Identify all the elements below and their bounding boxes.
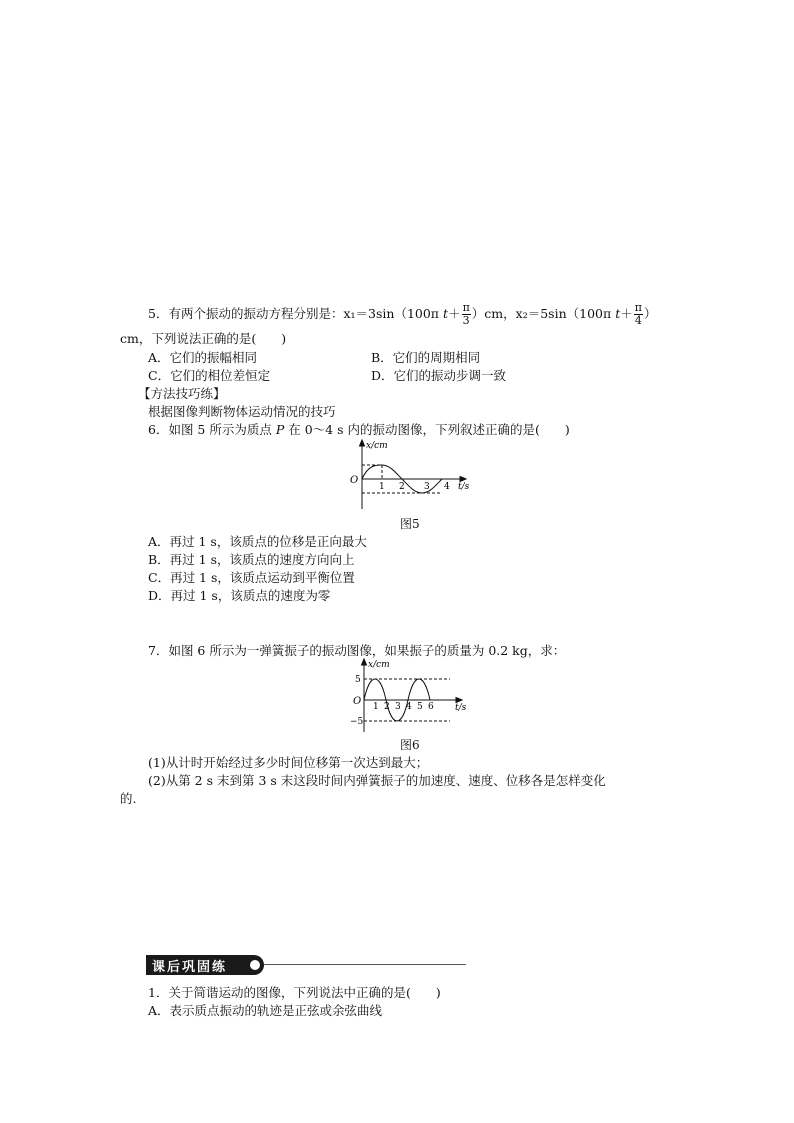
q5-option-b: B．它们的周期相同 [371, 350, 481, 365]
q7-sub2-cont: 的. [120, 791, 137, 806]
q7-tick-2: 2 [384, 702, 390, 712]
q7-tick-4: 4 [406, 702, 412, 712]
q6-option-b: B．再过 1 s，该质点的速度方向向上 [148, 552, 355, 567]
q5-x1-equation: x₁＝3sin（100π [343, 306, 440, 321]
q7-tick-6: 6 [428, 702, 434, 712]
q5-frac-pi-3 [462, 302, 471, 327]
q6-tick-1: 1 [379, 482, 385, 492]
q7-tick-1: 1 [373, 702, 379, 712]
q6-option-a: A．再过 1 s，该质点的位移是正向最大 [148, 534, 367, 549]
section-rule [264, 964, 466, 965]
q6-point-p: P [275, 422, 285, 437]
q5-frac2-num: π [634, 301, 642, 314]
q5-x2-equation: x₂＝5sin（100π [515, 306, 612, 321]
section-badge [146, 955, 264, 975]
q6-text-a: 6．如图 5 所示为质点 [148, 422, 276, 437]
q5-plus1: ＋ [448, 306, 461, 321]
section-badge-label: 课后巩固练 [152, 960, 228, 975]
q6-caption: 图5 [400, 517, 420, 531]
q7-x-arrow [456, 698, 462, 703]
q7-y-pos: 5 [355, 675, 361, 685]
q7-y-neg: −5 [350, 717, 364, 727]
q7-ylabel: x/cm [368, 660, 390, 670]
q5-prefix: 5．有两个振动的振动方程分别是： [148, 306, 344, 321]
q5-frac1-den: 3 [462, 314, 470, 327]
q6-text-b: 在 0～4 s 内的振动图像，下列叙述正确的是( ) [284, 422, 570, 437]
q5-option-d: D．它们的振动步调一致 [371, 368, 507, 383]
q6-ylabel: x/cm [366, 441, 388, 451]
q5-option-c: C．它们的相位差恒定 [148, 368, 271, 383]
q5-close: ） [643, 306, 657, 321]
q6-option-d: D．再过 1 s，该质点的速度为零 [148, 588, 331, 603]
q5-option-a: A．它们的振幅相同 [148, 350, 258, 365]
q6-tick-2: 2 [399, 482, 405, 492]
q6-tick-3: 3 [424, 482, 430, 492]
q7-figure [340, 656, 480, 736]
q5-t2: t [615, 306, 621, 321]
q5-t1: t [443, 306, 449, 321]
q6-figure [340, 437, 480, 515]
q5-plus2: ＋ [620, 306, 633, 321]
method-heading: 【方法技巧练】 [138, 386, 226, 401]
q7-origin: O [353, 696, 362, 707]
q7-xlabel: t/s [455, 703, 467, 713]
q7-tick-5: 5 [417, 702, 423, 712]
q6-tick-4: 4 [444, 482, 450, 492]
q7-tick-3: 3 [395, 702, 401, 712]
method-subheading: 根据图像判断物体运动情况的技巧 [148, 404, 336, 419]
q5-frac-pi-4 [634, 302, 643, 327]
q5-frac2-den: 4 [634, 314, 642, 327]
bullet-icon [250, 960, 260, 970]
q6-y-arrow [360, 440, 365, 446]
q7-y-arrow [362, 659, 367, 665]
q5-line2: cm，下列说法正确的是( ) [120, 331, 287, 346]
q7-sub1: (1)从计时开始经过多少时间位移第一次达到最大； [148, 755, 429, 770]
p1-option-a: A．表示质点振动的轨迹是正弦或余弦曲线 [148, 1003, 383, 1018]
q7-stem: 7．如图 6 所示为一弹簧振子的振动图像，如果振子的质量为 0.2 kg，求： [148, 643, 566, 658]
q5-mid: ）cm， [471, 306, 516, 321]
q7-sub2: (2)从第 2 s 末到第 3 s 末这段时间内弹簧振子的加速度、速度、位移各是怎样变化 [148, 773, 606, 788]
q6-xlabel: t/s [458, 482, 470, 492]
p1-stem: 1．关于简谐运动的图像，下列说法中正确的是( ) [148, 985, 441, 1000]
q5-frac1-num: π [462, 301, 470, 314]
q6-origin: O [350, 475, 359, 486]
q6-x-arrow [460, 477, 466, 482]
q5-stem [148, 302, 657, 327]
q6-option-c: C．再过 1 s，该质点运动到平衡位置 [148, 570, 355, 585]
q7-caption: 图6 [400, 738, 420, 752]
